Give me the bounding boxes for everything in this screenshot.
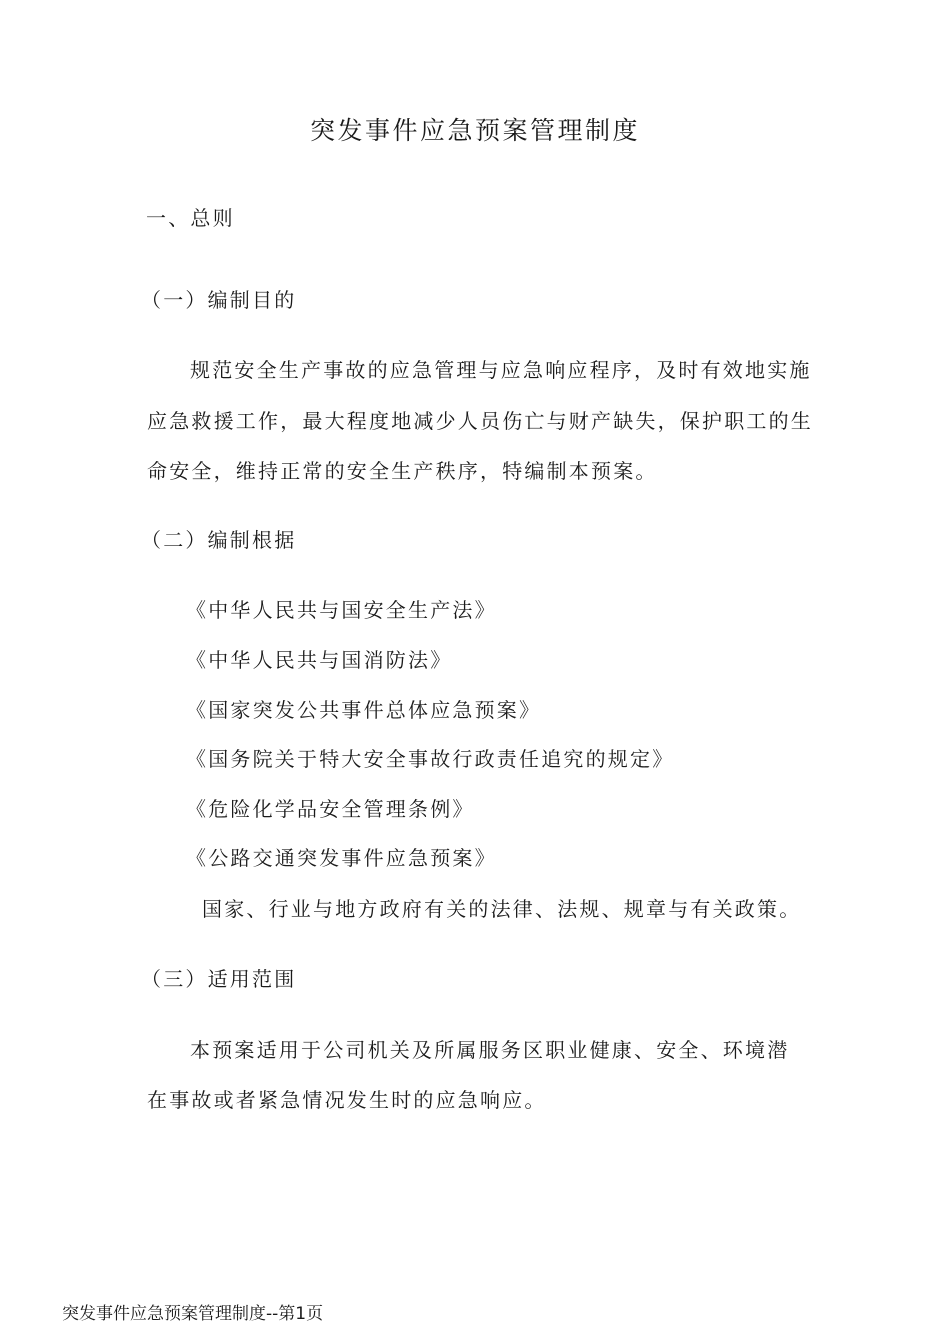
paragraph-line: 命安全，维持正常的安全生产秩序，特编制本预案。 [147,459,658,483]
subsection-heading-scope: （三）适用范围 [141,967,297,991]
law-list-item: 《中华人民共与国安全生产法》 [186,598,497,622]
law-list-item: 《国务院关于特大安全事故行政责任追究的规定》 [186,747,675,771]
law-list-item: 《危险化学品安全管理条例》 [186,797,475,821]
page-title: 突发事件应急预案管理制度 [309,116,640,145]
law-list-note: 国家、行业与地方政府有关的法律、法规、规章与有关政策。 [202,897,802,921]
paragraph-line: 在事故或者紧急情况发生时的应急响应。 [147,1088,547,1112]
law-list-item: 《中华人民共与国消防法》 [186,648,453,672]
page-footer: 突发事件应急预案管理制度--第1页 [62,1304,324,1324]
law-list-item: 《公路交通突发事件应急预案》 [186,846,497,870]
paragraph-line: 规范安全生产事故的应急管理与应急响应程序，及时有效地实施 [190,358,812,382]
subsection-heading-basis: （二）编制根据 [141,528,297,552]
section-heading-general: 一、总则 [146,206,235,230]
law-list-item: 《国家突发公共事件总体应急预案》 [186,698,542,722]
subsection-heading-purpose: （一）编制目的 [141,288,297,312]
paragraph-line: 本预案适用于公司机关及所属服务区职业健康、安全、环境潜 [190,1038,790,1062]
paragraph-line: 应急救援工作，最大程度地减少人员伤亡与财产缺失，保护职工的生 [147,409,813,433]
